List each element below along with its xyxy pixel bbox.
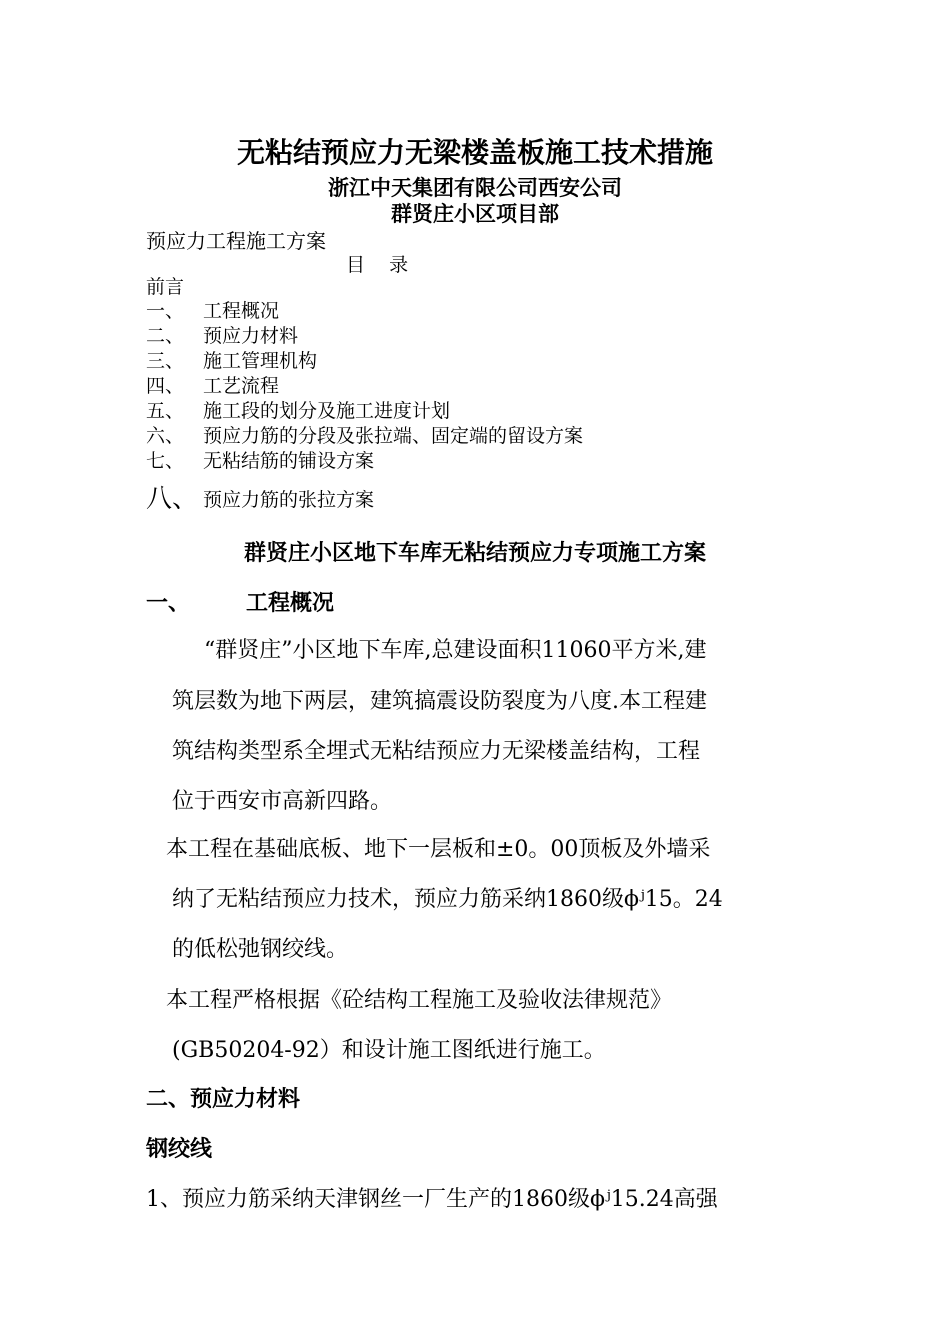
scheme-label: 预应力工程施工方案 [146,229,326,253]
paragraph-line: 筑结构类型系全埋式无粘结预应力无梁楼盖结构，工程 [172,739,701,764]
toc-item-label: 预应力筋的分段及张拉端、固定端的留设方案 [203,425,584,447]
toc-item-number: 五、 [146,400,185,422]
toc-preface: 前言 [146,276,185,298]
section-1-title: 工程概况 [246,590,335,616]
toc-item-number: 七、 [146,450,185,472]
toc-item-number: 八、 [146,484,199,514]
list-item: 1、预应力筋采纳天津钢丝一厂生产的1860级ϕʲ15.24高强 [146,1187,718,1212]
section-2-title: 二、预应力材料 [146,1086,301,1112]
sub-heading-steel-strand: 钢绞线 [146,1136,213,1162]
toc-item-label: 施工管理机构 [203,350,318,372]
section-1-number: 一、 [146,590,191,616]
toc-item-label: 施工段的划分及施工进度计划 [203,400,451,422]
paragraph-line: 纳了无粘结预应力技术，预应力筋采纳1860级ϕʲ15。24 [172,887,723,912]
toc-item-label: 无粘结筋的铺设方案 [203,450,375,472]
paragraph-line: 筑层数为地下两层，建筑搞震设防裂度为八度.本工程建 [172,689,707,714]
toc-heading: 目 录 [346,254,409,276]
company-name: 浙江中天集团有限公司西安公司 [328,175,622,200]
paragraph-line: 位于西安市高新四路。 [172,789,393,814]
document-title: 无粘结预应力无梁楼盖板施工技术措施 [236,136,713,169]
section-title: 群贤庄小区地下车库无粘结预应力专项施工方案 [243,540,706,566]
project-department: 群贤庄小区项目部 [391,201,559,226]
toc-item-label: 工艺流程 [203,375,280,397]
toc-item-label: 预应力筋的张拉方案 [203,489,375,511]
paragraph-line: 的低松弛钢绞线。 [172,937,349,962]
paragraph-line: (GB50204-92）和设计施工图纸进行施工。 [172,1038,606,1063]
paragraph-line: 本工程严格根据《砼结构工程施工及验收法律规范》 [166,988,673,1013]
paragraph-line: 本工程在基础底板、地下一层板和±0。00顶板及外墙采 [166,837,711,862]
toc-item-number: 三、 [146,350,185,372]
toc-item-number: 一、 [146,300,185,322]
toc-item-number: 六、 [146,425,185,447]
toc-item-label: 工程概况 [203,300,280,322]
toc-item-label: 预应力材料 [203,325,299,347]
toc-item-number: 二、 [146,325,185,347]
toc-item-number: 四、 [146,375,185,397]
paragraph-line: “群贤庄”小区地下车库,总建设面积11060平方米,建 [204,638,707,663]
